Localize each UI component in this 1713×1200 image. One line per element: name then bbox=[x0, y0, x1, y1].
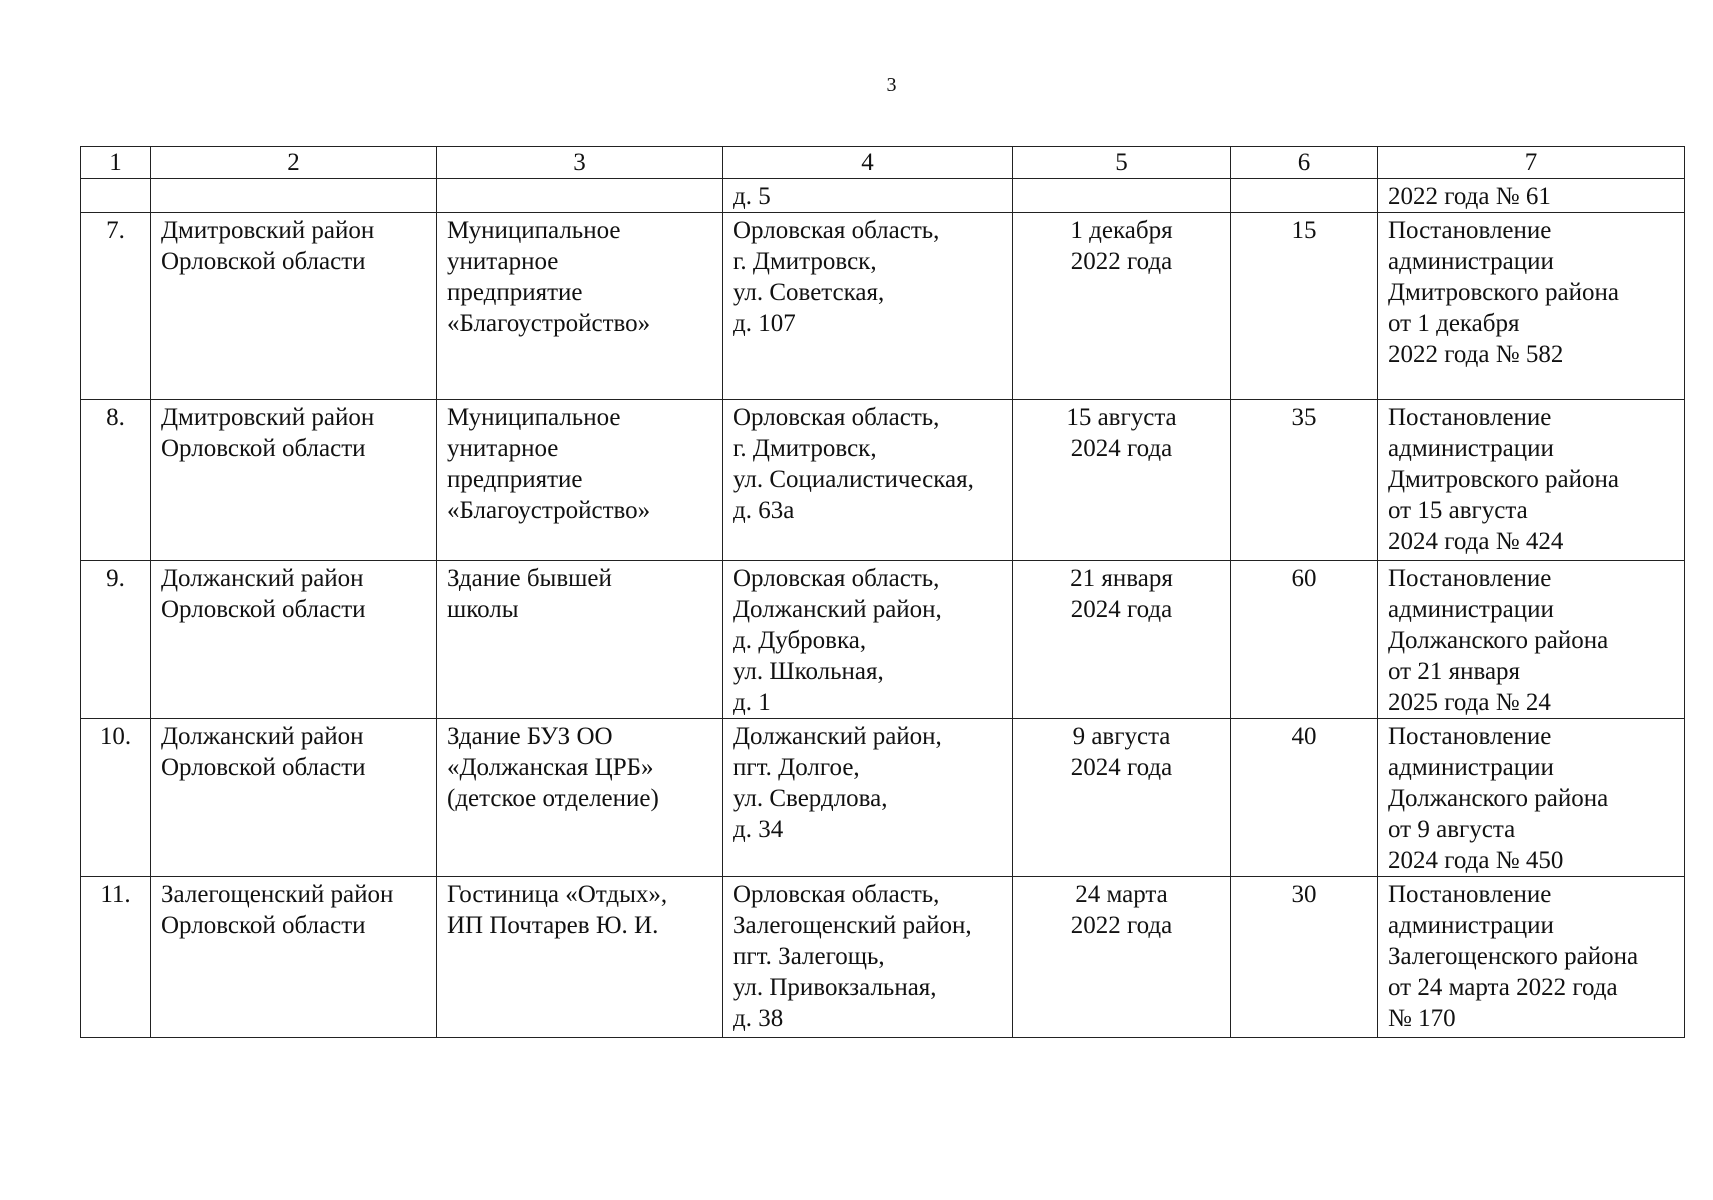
header-cell: 2 bbox=[151, 147, 437, 179]
district-cell: Залегощенский район Орловской области bbox=[151, 877, 437, 1038]
page-number: 3 bbox=[886, 74, 897, 96]
document-cell: Постановление администрации Должанского района от 21 января 2025 года № 24 bbox=[1378, 561, 1685, 719]
row-number: 9. bbox=[81, 561, 151, 719]
document-cell: Постановление администрации Должанского района от 9 августа 2024 года № 450 bbox=[1378, 719, 1685, 877]
date-cell: 1 декабря 2022 года bbox=[1013, 213, 1231, 400]
quantity-cell: 15 bbox=[1231, 213, 1378, 400]
table-row bbox=[81, 213, 1685, 400]
continuation-row bbox=[81, 179, 1685, 213]
table-cell bbox=[437, 179, 723, 213]
date-cell: 15 августа 2024 года bbox=[1013, 400, 1231, 561]
table-cell: 2022 года № 61 bbox=[1378, 179, 1685, 213]
header-cell: 6 bbox=[1231, 147, 1378, 179]
table-row bbox=[81, 400, 1685, 561]
table-row bbox=[81, 561, 1685, 719]
date-cell: 24 марта 2022 года bbox=[1013, 877, 1231, 1038]
object-cell: Муниципальное унитарное предприятие «Благоустройство» bbox=[437, 400, 723, 561]
date-cell: 9 августа 2024 года bbox=[1013, 719, 1231, 877]
table-cell bbox=[81, 179, 151, 213]
quantity-cell: 40 bbox=[1231, 719, 1378, 877]
table-row bbox=[81, 719, 1685, 877]
row-number: 11. bbox=[81, 877, 151, 1038]
row-number: 7. bbox=[81, 213, 151, 400]
table-cell bbox=[1231, 179, 1378, 213]
quantity-cell: 35 bbox=[1231, 400, 1378, 561]
document-cell: Постановление администрации Залегощенского района от 24 марта 2022 года № 170 bbox=[1378, 877, 1685, 1038]
object-cell: Здание БУЗ ОО «Должанская ЦРБ» (детское отделение) bbox=[437, 719, 723, 877]
document-table bbox=[80, 146, 1685, 1038]
quantity-cell: 30 bbox=[1231, 877, 1378, 1038]
address-cell: Орловская область, г. Дмитровск, ул. Социалистическая, д. 63а bbox=[723, 400, 1013, 561]
row-number: 10. bbox=[81, 719, 151, 877]
address-cell: Должанский район, пгт. Долгое, ул. Свердлова, д. 34 bbox=[723, 719, 1013, 877]
table-cell bbox=[1013, 179, 1231, 213]
header-cell: 3 bbox=[437, 147, 723, 179]
header-cell: 5 bbox=[1013, 147, 1231, 179]
row-number: 8. bbox=[81, 400, 151, 561]
district-cell: Должанский район Орловской области bbox=[151, 561, 437, 719]
header-cell: 7 bbox=[1378, 147, 1685, 179]
date-cell: 21 января 2024 года bbox=[1013, 561, 1231, 719]
district-cell: Должанский район Орловской области bbox=[151, 719, 437, 877]
quantity-cell: 60 bbox=[1231, 561, 1378, 719]
object-cell: Гостиница «Отдых», ИП Почтарев Ю. И. bbox=[437, 877, 723, 1038]
table-cell: д. 5 bbox=[723, 179, 1013, 213]
document-cell: Постановление администрации Дмитровского района от 15 августа 2024 года № 424 bbox=[1378, 400, 1685, 561]
address-cell: Орловская область, г. Дмитровск, ул. Советская, д. 107 bbox=[723, 213, 1013, 400]
table-cell bbox=[151, 179, 437, 213]
district-cell: Дмитровский район Орловской области bbox=[151, 213, 437, 400]
table-row bbox=[81, 877, 1685, 1038]
address-cell: Орловская область, Залегощенский район, пгт. Залегощь, ул. Привокзальная, д. 38 bbox=[723, 877, 1013, 1038]
object-cell: Муниципальное унитарное предприятие «Благоустройство» bbox=[437, 213, 723, 400]
document-cell: Постановление администрации Дмитровского района от 1 декабря 2022 года № 582 bbox=[1378, 213, 1685, 400]
header-cell: 4 bbox=[723, 147, 1013, 179]
address-cell: Орловская область, Должанский район, д. Дубровка, ул. Школьная, д. 1 bbox=[723, 561, 1013, 719]
column-number-header-row bbox=[81, 147, 1685, 179]
object-cell: Здание бывшей школы bbox=[437, 561, 723, 719]
district-cell: Дмитровский район Орловской области bbox=[151, 400, 437, 561]
header-cell: 1 bbox=[81, 147, 151, 179]
